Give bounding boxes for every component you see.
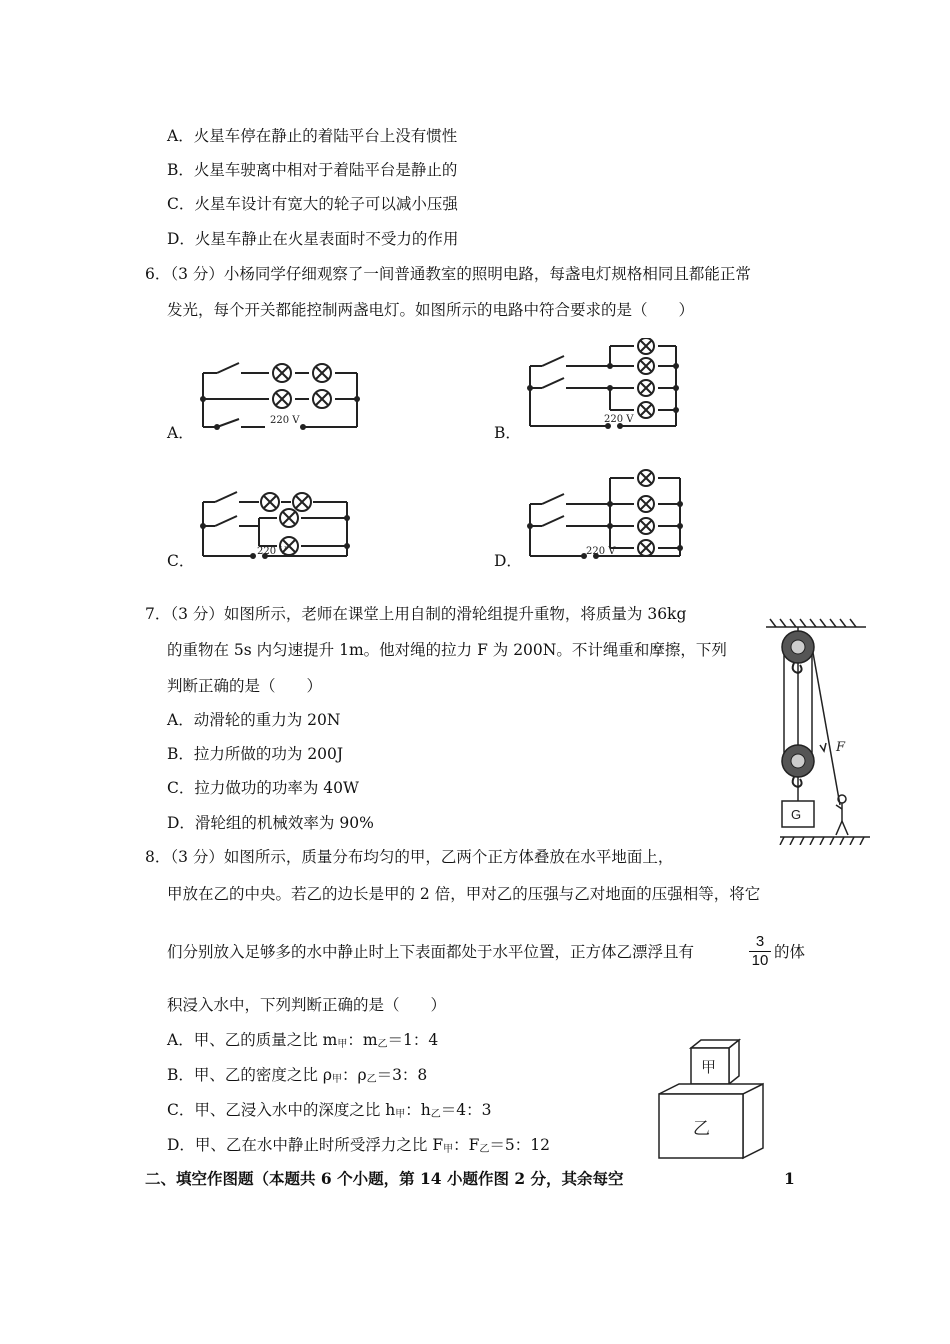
q7-stem-line1: 7．（3 分）如图所示，老师在课堂上用自制的滑轮组提升重物，将质量为 36kg — [145, 605, 687, 623]
q8-stem-line3: 们分别放入足够多的水中静止时上下表面都处于水平位置，正方体乙漂浮且有 — [167, 943, 695, 961]
stacked-cubes-figure — [655, 1038, 767, 1160]
q6-label-a: A． — [167, 424, 194, 442]
section-2-heading-tail: 1 — [784, 1169, 795, 1188]
q5-option-a: A．火星车停在静止的着陆平台上没有惯性 — [167, 127, 458, 145]
circuit-diagram-d — [522, 466, 684, 566]
q5-option-c: C．火星车设计有宽大的轮子可以减小压强 — [167, 195, 458, 213]
q5-option-d: D．火星车静止在火星表面时不受力的作用 — [167, 230, 459, 248]
circuit-diagram-c — [195, 486, 357, 566]
circuit-d-voltage: 220 V — [586, 546, 616, 557]
circuit-a-voltage: 220 V — [270, 415, 300, 426]
q8-stem-line4: 积浸入水中，下列判断正确的是（ ） — [167, 996, 447, 1014]
circuit-c-voltage: 220 V — [257, 546, 287, 557]
q8-stem-line1: 8．（3 分）如图所示，质量分布均匀的甲，乙两个正方体叠放在水平地面上， — [145, 848, 674, 866]
section-2-heading: 二、填空作图题（本题共 6 个小题，第 14 小题作图 2 分，其余每空 — [145, 1169, 624, 1188]
q8-option-d: D．甲、乙在水中静止时所受浮力之比 $F_甲$：$F_乙=5$：12 — [167, 1136, 550, 1155]
q8-option-b: B．甲、乙的密度之比 $\rho_甲$：$\rho_乙=3$：8 — [167, 1066, 428, 1085]
fraction-denominator: 10 — [751, 952, 769, 969]
q8-fraction — [749, 933, 771, 970]
q7-stem-line2: 的重物在 5s 内匀速提升 1m。他对绳的拉力 F 为 200N。不计绳重和摩擦，下列 — [167, 641, 727, 659]
q6-label-d: D． — [494, 552, 522, 570]
q8-option-c: C．甲、乙浸入水中的深度之比 $h_甲$：$h_乙=4$：3 — [167, 1101, 492, 1120]
q8-option-a: A．甲、乙的质量之比 $m_甲$：$m_乙=1$：4 — [167, 1031, 439, 1050]
q8-stem-line3-tail: 的体 — [774, 943, 806, 961]
q5-option-b: B．火星车驶离中相对于着陆平台是静止的 — [167, 161, 458, 179]
circuit-diagram-b — [522, 338, 684, 438]
cube-top-label: 甲 — [701, 1058, 717, 1076]
pulley-system-figure — [760, 615, 872, 845]
cube-bottom-label: 乙 — [693, 1119, 710, 1139]
q6-stem-line1: 6．（3 分）小杨同学仔细观察了一间普通教室的照明电路，每盏电灯规格相同且都能正常 — [145, 265, 751, 283]
circuit-diagram-a — [195, 355, 365, 437]
q7-option-a: A．动滑轮的重力为 20N — [167, 711, 341, 729]
circuit-b-voltage: 220 V — [604, 414, 634, 425]
fraction-numerator: 3 — [749, 933, 771, 952]
q7-option-b: B．拉力所做的功为 200J — [167, 745, 344, 763]
pulley-weight-label: G — [791, 807, 802, 822]
q6-label-b: B． — [494, 424, 521, 442]
q6-stem-line2: 发光，每个开关都能控制两盏电灯。如图所示的电路中符合要求的是（ ） — [167, 301, 695, 319]
q6-label-c: C． — [167, 552, 195, 570]
q7-option-d: D．滑轮组的机械效率为 90% — [167, 814, 374, 832]
q7-option-c: C．拉力做功的功率为 40W — [167, 779, 359, 797]
pulley-force-label: F — [836, 740, 846, 755]
q7-stem-line3: 判断正确的是（ ） — [167, 677, 323, 695]
q8-stem-line2: 甲放在乙的中央。若乙的边长是甲的 2 倍，甲对乙的压强与乙对地面的压强相等，将它 — [167, 885, 761, 903]
